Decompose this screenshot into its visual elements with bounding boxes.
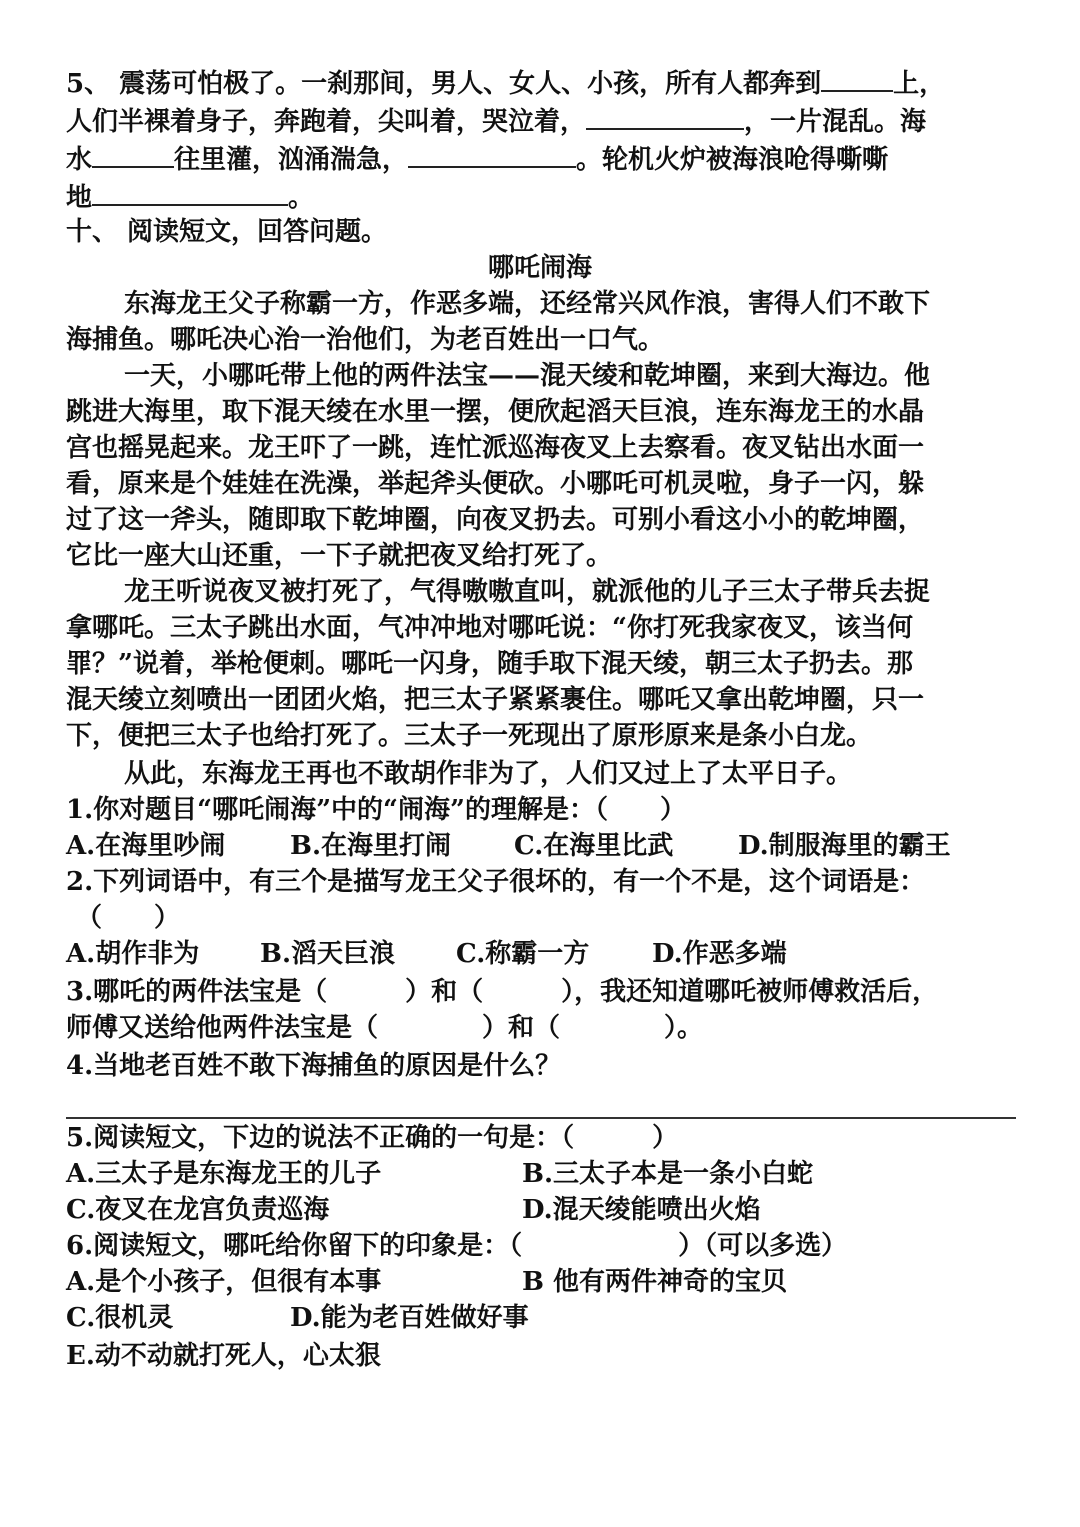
q5-text: 。轮机火炉被海浪呛得嘶嘶 — [576, 145, 889, 175]
option[interactable]: C.夜叉在龙宫负责巡海 — [66, 1195, 330, 1225]
blank-field[interactable] — [92, 144, 174, 168]
q5-line-1 — [66, 66, 945, 102]
option[interactable]: A.胡作非为 — [66, 939, 200, 969]
passage-line: 东海龙王父子称霸一方，作恶多端，还经常兴风作浪，害得人们不敢下 — [124, 289, 931, 319]
option[interactable]: C.在海里比武 — [514, 831, 674, 861]
option[interactable]: D.制服海里的霸王 — [738, 831, 951, 861]
passage-line: 龙王听说夜叉被打死了，气得嗷嗷直叫，就派他的儿子三太子带兵去捉 — [124, 577, 931, 607]
question-6: 6.阅读短文，哪吒给你留下的印象是：（ ）（可以多选） — [66, 1231, 848, 1261]
section-heading: 十、 阅读短文，回答问题。 — [66, 217, 388, 247]
q5-line-2 — [66, 104, 926, 140]
question-2-answer[interactable]: （ ） — [76, 903, 181, 933]
option[interactable]: D.混天绫能喷出火焰 — [522, 1195, 761, 1225]
q5-line-3 — [66, 142, 888, 178]
passage-line: 它比一座大山还重，一下子就把夜叉给打死了。 — [66, 541, 613, 571]
question-5: 5.阅读短文，下边的说法不正确的一句是：（ ） — [66, 1123, 679, 1153]
option[interactable]: B.三太子本是一条小白蛇 — [522, 1159, 814, 1189]
option[interactable]: A.在海里吵闹 — [66, 831, 226, 861]
blank-field[interactable] — [821, 68, 893, 92]
q5-text: 。 — [288, 183, 315, 213]
passage-line: 海捕鱼。哪吒决心治一治他们，为老百姓出一口气。 — [66, 325, 665, 355]
option[interactable]: D.作恶多端 — [652, 939, 787, 969]
question-3-cont: 师傅又送给他两件法宝是（ ）和（ ）。 — [66, 1013, 704, 1043]
option[interactable]: C.称霸一方 — [456, 939, 590, 969]
answer-line[interactable] — [66, 1117, 1016, 1119]
passage-line: 看，原来是个娃娃在洗澡，举起斧头便砍。小哪吒可机灵啦，身子一闪，躲 — [66, 469, 925, 499]
passage-line: 宫也摇晃起来。龙王吓了一跳，连忙派巡海夜叉上去察看。夜叉钻出水面一 — [66, 433, 925, 463]
blank-field[interactable] — [586, 106, 744, 130]
q5-text: 上， — [893, 69, 946, 99]
passage-line: 一天，小哪吒带上他的两件法宝——混天绫和乾坤圈，来到大海边。他 — [124, 361, 931, 391]
q5-text: 人们半裸着身子，奔跑着，尖叫着，哭泣着， — [66, 107, 587, 137]
q5-text: ，一片混乱。海 — [744, 107, 927, 137]
option[interactable]: B 他有两件神奇的宝贝 — [522, 1267, 788, 1297]
option[interactable]: C.很机灵 — [66, 1303, 174, 1333]
option[interactable]: B.在海里打闹 — [290, 831, 452, 861]
blank-field[interactable] — [92, 182, 288, 206]
option[interactable]: A.是个小孩子，但很有本事 — [66, 1267, 382, 1297]
blank-field[interactable] — [408, 144, 576, 168]
option[interactable]: A.三太子是东海龙王的儿子 — [66, 1159, 382, 1189]
passage-title: 哪吒闹海 — [487, 253, 592, 283]
question-2: 2.下列词语中，有三个是描写龙王父子很坏的，有一个不是，这个词语是： — [66, 867, 926, 897]
option[interactable]: B.滔天巨浪 — [260, 939, 396, 969]
passage-line: 罪？”说着，举枪便刺。哪吒一闪身，随手取下混天绫，朝三太子扔去。那 — [66, 649, 913, 679]
passage-line: 下，便把三太子也给打死了。三太子一死现出了原形原来是条小白龙。 — [66, 721, 873, 751]
passage-line: 从此，东海龙王再也不敢胡作非为了，人们又过上了太平日子。 — [124, 759, 853, 789]
q5-text: 5、 震荡可怕极了。一刹那间，男人、女人、小孩，所有人都奔到 — [66, 69, 822, 99]
q5-line-4 — [66, 180, 314, 216]
option[interactable]: D.能为老百姓做好事 — [290, 1303, 529, 1333]
question-4: 4.当地老百姓不敢下海捕鱼的原因是什么？ — [66, 1051, 562, 1081]
passage-line: 过了这一斧头，随即取下乾坤圈，向夜叉扔去。可别小看这小小的乾坤圈， — [66, 505, 925, 535]
q5-text: 水 — [66, 145, 93, 175]
option[interactable]: E.动不动就打死人，心太狠 — [66, 1341, 381, 1371]
passage-line: 拿哪吒。三太子跳出水面，气冲冲地对哪吒说：“你打死我家夜叉，该当何 — [66, 613, 913, 643]
passage-line: 跳进大海里，取下混天绫在水里一摆，便欣起滔天巨浪，连东海龙王的水晶 — [66, 397, 925, 427]
q5-text: 往里灌，汹涌湍急， — [174, 145, 409, 175]
question-3: 3.哪吒的两件法宝是（ ）和（ ），我还知道哪吒被师傅救活后， — [66, 977, 939, 1007]
passage-line: 混天绫立刻喷出一团团火焰，把三太子紧紧裹住。哪吒又拿出乾坤圈，只一 — [66, 685, 925, 715]
q5-text: 地 — [66, 183, 93, 213]
question-1: 1.你对题目“哪吒闹海”中的“闹海”的理解是：（ ） — [66, 795, 686, 825]
